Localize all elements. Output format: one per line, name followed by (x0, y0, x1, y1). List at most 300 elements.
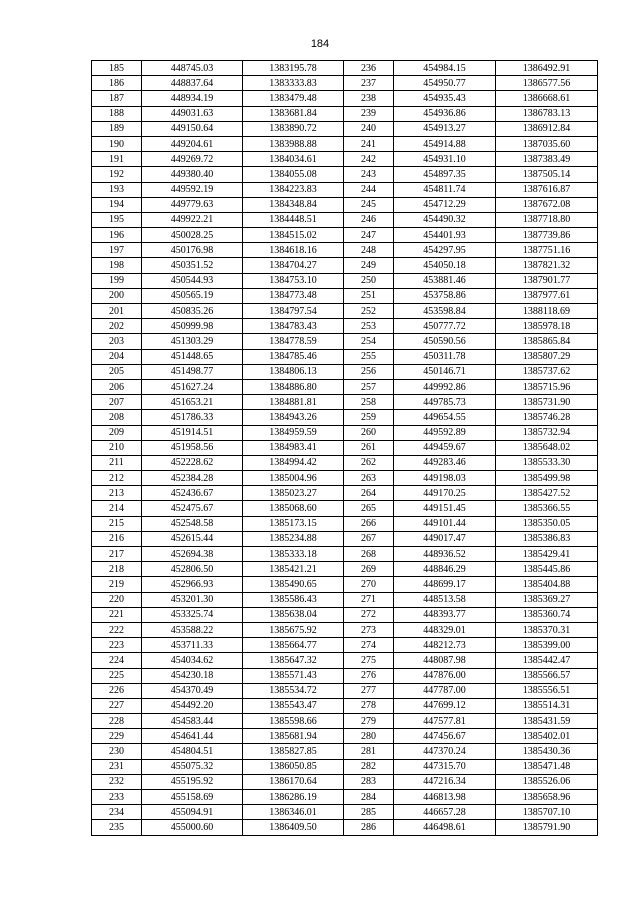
x-coordinate-cell: 450311.78 (394, 349, 496, 364)
point-number-cell: 224 (92, 653, 142, 668)
y-coordinate-cell: 1385333.18 (243, 547, 344, 562)
table-row (344, 455, 598, 470)
table-row (92, 121, 344, 136)
point-number-cell: 201 (92, 304, 142, 319)
table-row (92, 729, 344, 744)
x-coordinate-cell: 449150.64 (142, 121, 243, 136)
table-row (92, 410, 344, 425)
point-number-cell: 259 (344, 410, 394, 425)
y-coordinate-cell: 1386346.01 (243, 805, 344, 820)
table-row (92, 152, 344, 167)
table-row (92, 106, 344, 121)
x-coordinate-cell: 450999.98 (142, 319, 243, 334)
y-coordinate-cell: 1386050.85 (243, 759, 344, 774)
y-coordinate-cell: 1385431.59 (496, 714, 598, 729)
table-row (92, 577, 344, 592)
point-number-cell: 279 (344, 714, 394, 729)
table-row (92, 805, 344, 820)
y-coordinate-cell: 1385421.21 (243, 562, 344, 577)
x-coordinate-cell: 449031.63 (142, 106, 243, 121)
point-number-cell: 205 (92, 364, 142, 379)
table-row (344, 106, 598, 121)
x-coordinate-cell: 454984.15 (394, 61, 496, 76)
table-row (344, 622, 598, 637)
y-coordinate-cell: 1383681.84 (243, 106, 344, 121)
x-coordinate-cell: 454050.18 (394, 258, 496, 273)
table-row (92, 653, 344, 668)
x-coordinate-cell: 450146.71 (394, 364, 496, 379)
y-coordinate-cell: 1385430.36 (496, 744, 598, 759)
point-number-cell: 263 (344, 471, 394, 486)
point-number-cell: 251 (344, 288, 394, 303)
table-row (344, 547, 598, 562)
table-row (344, 440, 598, 455)
x-coordinate-cell: 454401.93 (394, 228, 496, 243)
table-row (92, 683, 344, 698)
y-coordinate-cell: 1388118.69 (496, 304, 598, 319)
y-coordinate-cell: 1384959.59 (243, 425, 344, 440)
x-coordinate-cell: 451498.77 (142, 364, 243, 379)
x-coordinate-cell: 448745.03 (142, 61, 243, 76)
x-coordinate-cell: 454370.49 (142, 683, 243, 698)
table-row (344, 653, 598, 668)
x-coordinate-cell: 452384.28 (142, 471, 243, 486)
x-coordinate-cell: 450351.52 (142, 258, 243, 273)
x-coordinate-cell: 454936.86 (394, 106, 496, 121)
table-row (92, 334, 344, 349)
y-coordinate-cell: 1387383.49 (496, 152, 598, 167)
table-row (92, 61, 344, 76)
table-row (344, 364, 598, 379)
x-coordinate-cell: 450028.25 (142, 228, 243, 243)
point-number-cell: 217 (92, 547, 142, 562)
x-coordinate-cell: 454712.29 (394, 197, 496, 212)
x-coordinate-cell: 448513.58 (394, 592, 496, 607)
table-row (344, 790, 598, 805)
table-row (344, 228, 598, 243)
y-coordinate-cell: 1385427.52 (496, 486, 598, 501)
x-coordinate-cell: 450590.56 (394, 334, 496, 349)
x-coordinate-cell: 452615.44 (142, 531, 243, 546)
y-coordinate-cell: 1387751.16 (496, 243, 598, 258)
y-coordinate-cell: 1385746.28 (496, 410, 598, 425)
x-coordinate-cell: 449380.40 (142, 167, 243, 182)
x-coordinate-cell: 451958.56 (142, 440, 243, 455)
x-coordinate-cell: 447577.81 (394, 714, 496, 729)
point-number-cell: 206 (92, 379, 142, 394)
y-coordinate-cell: 1387821.32 (496, 258, 598, 273)
y-coordinate-cell: 1385386.83 (496, 531, 598, 546)
table-row (92, 501, 344, 516)
point-number-cell: 240 (344, 121, 394, 136)
table-row (92, 379, 344, 394)
point-number-cell: 245 (344, 197, 394, 212)
point-number-cell: 200 (92, 288, 142, 303)
point-number-cell: 196 (92, 228, 142, 243)
point-number-cell: 282 (344, 759, 394, 774)
x-coordinate-cell: 449592.19 (142, 182, 243, 197)
x-coordinate-cell: 455094.91 (142, 805, 243, 820)
y-coordinate-cell: 1385234.88 (243, 531, 344, 546)
y-coordinate-cell: 1384943.26 (243, 410, 344, 425)
table-row (344, 91, 598, 106)
table-row (92, 182, 344, 197)
point-number-cell: 211 (92, 455, 142, 470)
y-coordinate-cell: 1385533.30 (496, 455, 598, 470)
table-row (344, 243, 598, 258)
x-coordinate-cell: 452228.62 (142, 455, 243, 470)
point-number-cell: 198 (92, 258, 142, 273)
y-coordinate-cell: 1384773.48 (243, 288, 344, 303)
point-number-cell: 219 (92, 577, 142, 592)
y-coordinate-cell: 1385399.00 (496, 638, 598, 653)
point-number-cell: 273 (344, 622, 394, 637)
point-number-cell: 247 (344, 228, 394, 243)
y-coordinate-cell: 1385471.48 (496, 759, 598, 774)
y-coordinate-cell: 1385534.72 (243, 683, 344, 698)
y-coordinate-cell: 1384223.83 (243, 182, 344, 197)
point-number-cell: 239 (344, 106, 394, 121)
table-row (92, 288, 344, 303)
point-number-cell: 227 (92, 698, 142, 713)
y-coordinate-cell: 1384778.59 (243, 334, 344, 349)
x-coordinate-cell: 449101.44 (394, 516, 496, 531)
x-coordinate-cell: 452475.67 (142, 501, 243, 516)
point-number-cell: 235 (92, 820, 142, 835)
table-row (344, 410, 598, 425)
x-coordinate-cell: 449198.03 (394, 471, 496, 486)
x-coordinate-cell: 455158.69 (142, 790, 243, 805)
x-coordinate-cell: 449170.25 (394, 486, 496, 501)
x-coordinate-cell: 454297.95 (394, 243, 496, 258)
point-number-cell: 185 (92, 61, 142, 76)
table-row (344, 577, 598, 592)
point-number-cell: 199 (92, 273, 142, 288)
point-number-cell: 210 (92, 440, 142, 455)
x-coordinate-cell: 454641.44 (142, 729, 243, 744)
y-coordinate-cell: 1386668.61 (496, 91, 598, 106)
x-coordinate-cell: 449459.67 (394, 440, 496, 455)
table-row (92, 714, 344, 729)
y-coordinate-cell: 1386783.13 (496, 106, 598, 121)
table-row (92, 592, 344, 607)
table-row (92, 319, 344, 334)
y-coordinate-cell: 1385807.29 (496, 349, 598, 364)
y-coordinate-cell: 1385737.62 (496, 364, 598, 379)
y-coordinate-cell: 1385404.88 (496, 577, 598, 592)
point-number-cell: 261 (344, 440, 394, 455)
x-coordinate-cell: 453711.33 (142, 638, 243, 653)
y-coordinate-cell: 1387901.77 (496, 273, 598, 288)
y-coordinate-cell: 1384806.13 (243, 364, 344, 379)
x-coordinate-cell: 450176.98 (142, 243, 243, 258)
table-row (92, 531, 344, 546)
y-coordinate-cell: 1387672.08 (496, 197, 598, 212)
y-coordinate-cell: 1384034.61 (243, 152, 344, 167)
point-number-cell: 187 (92, 91, 142, 106)
point-number-cell: 189 (92, 121, 142, 136)
point-number-cell: 260 (344, 425, 394, 440)
x-coordinate-cell: 449269.72 (142, 152, 243, 167)
point-number-cell: 213 (92, 486, 142, 501)
y-coordinate-cell: 1385023.27 (243, 486, 344, 501)
point-number-cell: 225 (92, 668, 142, 683)
y-coordinate-cell: 1383890.72 (243, 121, 344, 136)
x-coordinate-cell: 451448.65 (142, 349, 243, 364)
table-row (344, 304, 598, 319)
x-coordinate-cell: 448212.73 (394, 638, 496, 653)
point-number-cell: 215 (92, 516, 142, 531)
y-coordinate-cell: 1387616.87 (496, 182, 598, 197)
y-coordinate-cell: 1385566.57 (496, 668, 598, 683)
point-number-cell: 246 (344, 212, 394, 227)
table-row (92, 820, 344, 835)
y-coordinate-cell: 1386577.56 (496, 76, 598, 91)
y-coordinate-cell: 1385638.04 (243, 607, 344, 622)
y-coordinate-cell: 1384797.54 (243, 304, 344, 319)
y-coordinate-cell: 1385173.15 (243, 516, 344, 531)
point-number-cell: 265 (344, 501, 394, 516)
x-coordinate-cell: 450565.19 (142, 288, 243, 303)
table-row (344, 471, 598, 486)
table-row (344, 531, 598, 546)
table-row (344, 774, 598, 789)
table-row (344, 319, 598, 334)
table-row (344, 288, 598, 303)
point-number-cell: 238 (344, 91, 394, 106)
x-coordinate-cell: 446498.61 (394, 820, 496, 835)
point-number-cell: 191 (92, 152, 142, 167)
y-coordinate-cell: 1383195.78 (243, 61, 344, 76)
point-number-cell: 271 (344, 592, 394, 607)
x-coordinate-cell: 446813.98 (394, 790, 496, 805)
point-number-cell: 257 (344, 379, 394, 394)
y-coordinate-cell: 1385865.84 (496, 334, 598, 349)
table-row (344, 698, 598, 713)
y-coordinate-cell: 1385402.01 (496, 729, 598, 744)
y-coordinate-cell: 1385715.96 (496, 379, 598, 394)
y-coordinate-cell: 1385360.74 (496, 607, 598, 622)
point-number-cell: 216 (92, 531, 142, 546)
x-coordinate-cell: 453881.46 (394, 273, 496, 288)
y-coordinate-cell: 1385827.85 (243, 744, 344, 759)
point-number-cell: 244 (344, 182, 394, 197)
table-row (344, 212, 598, 227)
y-coordinate-cell: 1385791.90 (496, 820, 598, 835)
point-number-cell: 241 (344, 136, 394, 151)
point-number-cell: 188 (92, 106, 142, 121)
y-coordinate-cell: 1385681.94 (243, 729, 344, 744)
table-row (344, 562, 598, 577)
point-number-cell: 232 (92, 774, 142, 789)
x-coordinate-cell: 449017.47 (394, 531, 496, 546)
table-row (344, 395, 598, 410)
y-coordinate-cell: 1385429.41 (496, 547, 598, 562)
x-coordinate-cell: 452548.58 (142, 516, 243, 531)
y-coordinate-cell: 1384704.27 (243, 258, 344, 273)
x-coordinate-cell: 449785.73 (394, 395, 496, 410)
table-row (344, 729, 598, 744)
y-coordinate-cell: 1385004.96 (243, 471, 344, 486)
point-number-cell: 202 (92, 319, 142, 334)
y-coordinate-cell: 1385586.43 (243, 592, 344, 607)
table-row (344, 607, 598, 622)
x-coordinate-cell: 454492.20 (142, 698, 243, 713)
y-coordinate-cell: 1385369.27 (496, 592, 598, 607)
table-row (92, 197, 344, 212)
y-coordinate-cell: 1386492.91 (496, 61, 598, 76)
point-number-cell: 194 (92, 197, 142, 212)
y-coordinate-cell: 1384753.10 (243, 273, 344, 288)
x-coordinate-cell: 453325.74 (142, 607, 243, 622)
x-coordinate-cell: 449922.21 (142, 212, 243, 227)
point-number-cell: 281 (344, 744, 394, 759)
point-number-cell: 237 (344, 76, 394, 91)
y-coordinate-cell: 1385366.55 (496, 501, 598, 516)
point-number-cell: 229 (92, 729, 142, 744)
y-coordinate-cell: 1385598.66 (243, 714, 344, 729)
y-coordinate-cell: 1385370.31 (496, 622, 598, 637)
table-row (92, 349, 344, 364)
point-number-cell: 270 (344, 577, 394, 592)
x-coordinate-cell: 452436.67 (142, 486, 243, 501)
coordinates-table-left (91, 60, 344, 836)
y-coordinate-cell: 1383333.83 (243, 76, 344, 91)
point-number-cell: 258 (344, 395, 394, 410)
x-coordinate-cell: 454490.32 (394, 212, 496, 227)
x-coordinate-cell: 454931.10 (394, 152, 496, 167)
point-number-cell: 255 (344, 349, 394, 364)
table-row (92, 562, 344, 577)
point-number-cell: 274 (344, 638, 394, 653)
x-coordinate-cell: 452694.38 (142, 547, 243, 562)
point-number-cell: 254 (344, 334, 394, 349)
table-row (344, 76, 598, 91)
x-coordinate-cell: 449204.61 (142, 136, 243, 151)
y-coordinate-cell: 1385499.98 (496, 471, 598, 486)
point-number-cell: 248 (344, 243, 394, 258)
table-row (92, 364, 344, 379)
x-coordinate-cell: 448393.77 (394, 607, 496, 622)
point-number-cell: 226 (92, 683, 142, 698)
table-row (344, 425, 598, 440)
table-row (92, 91, 344, 106)
point-number-cell: 209 (92, 425, 142, 440)
table-row (344, 349, 598, 364)
point-number-cell: 222 (92, 622, 142, 637)
table-row (92, 258, 344, 273)
x-coordinate-cell: 446657.28 (394, 805, 496, 820)
y-coordinate-cell: 1384348.84 (243, 197, 344, 212)
x-coordinate-cell: 454230.18 (142, 668, 243, 683)
table-row (344, 501, 598, 516)
point-number-cell: 250 (344, 273, 394, 288)
point-number-cell: 192 (92, 167, 142, 182)
x-coordinate-cell: 451786.33 (142, 410, 243, 425)
y-coordinate-cell: 1385571.43 (243, 668, 344, 683)
table-row (344, 714, 598, 729)
x-coordinate-cell: 447876.00 (394, 668, 496, 683)
x-coordinate-cell: 455195.92 (142, 774, 243, 789)
table-row (344, 379, 598, 394)
point-number-cell: 267 (344, 531, 394, 546)
x-coordinate-cell: 447456.67 (394, 729, 496, 744)
x-coordinate-cell: 448699.17 (394, 577, 496, 592)
x-coordinate-cell: 447216.34 (394, 774, 496, 789)
x-coordinate-cell: 450777.72 (394, 319, 496, 334)
point-number-cell: 212 (92, 471, 142, 486)
table-row (92, 744, 344, 759)
table-row (344, 683, 598, 698)
x-coordinate-cell: 452966.93 (142, 577, 243, 592)
point-number-cell: 218 (92, 562, 142, 577)
point-number-cell: 207 (92, 395, 142, 410)
point-number-cell: 253 (344, 319, 394, 334)
x-coordinate-cell: 453588.22 (142, 622, 243, 637)
point-number-cell: 249 (344, 258, 394, 273)
point-number-cell: 214 (92, 501, 142, 516)
point-number-cell: 208 (92, 410, 142, 425)
x-coordinate-cell: 451627.24 (142, 379, 243, 394)
point-number-cell: 221 (92, 607, 142, 622)
x-coordinate-cell: 448934.19 (142, 91, 243, 106)
table-row (92, 167, 344, 182)
table-row (92, 638, 344, 653)
x-coordinate-cell: 454804.51 (142, 744, 243, 759)
table-row (92, 440, 344, 455)
table-row (344, 136, 598, 151)
y-coordinate-cell: 1385526.06 (496, 774, 598, 789)
point-number-cell: 268 (344, 547, 394, 562)
table-row (344, 121, 598, 136)
point-number-cell: 266 (344, 516, 394, 531)
x-coordinate-cell: 447787.00 (394, 683, 496, 698)
page-number: 184 (310, 38, 330, 50)
point-number-cell: 234 (92, 805, 142, 820)
y-coordinate-cell: 1385732.94 (496, 425, 598, 440)
point-number-cell: 233 (92, 790, 142, 805)
point-number-cell: 186 (92, 76, 142, 91)
y-coordinate-cell: 1385556.51 (496, 683, 598, 698)
x-coordinate-cell: 450544.93 (142, 273, 243, 288)
y-coordinate-cell: 1385978.18 (496, 319, 598, 334)
y-coordinate-cell: 1385731.90 (496, 395, 598, 410)
point-number-cell: 272 (344, 607, 394, 622)
point-number-cell: 264 (344, 486, 394, 501)
table-row (92, 471, 344, 486)
y-coordinate-cell: 1384055.08 (243, 167, 344, 182)
table-row (92, 516, 344, 531)
table-row (92, 395, 344, 410)
point-number-cell: 278 (344, 698, 394, 713)
x-coordinate-cell: 453758.86 (394, 288, 496, 303)
point-number-cell: 256 (344, 364, 394, 379)
table-row (92, 622, 344, 637)
table-row (92, 243, 344, 258)
table-row (344, 759, 598, 774)
y-coordinate-cell: 1387035.60 (496, 136, 598, 151)
point-number-cell: 195 (92, 212, 142, 227)
x-coordinate-cell: 448329.01 (394, 622, 496, 637)
table-row (344, 61, 598, 76)
point-number-cell: 284 (344, 790, 394, 805)
x-coordinate-cell: 448936.52 (394, 547, 496, 562)
y-coordinate-cell: 1384515.02 (243, 228, 344, 243)
point-number-cell: 203 (92, 334, 142, 349)
point-number-cell: 190 (92, 136, 142, 151)
y-coordinate-cell: 1387977.61 (496, 288, 598, 303)
y-coordinate-cell: 1384618.16 (243, 243, 344, 258)
